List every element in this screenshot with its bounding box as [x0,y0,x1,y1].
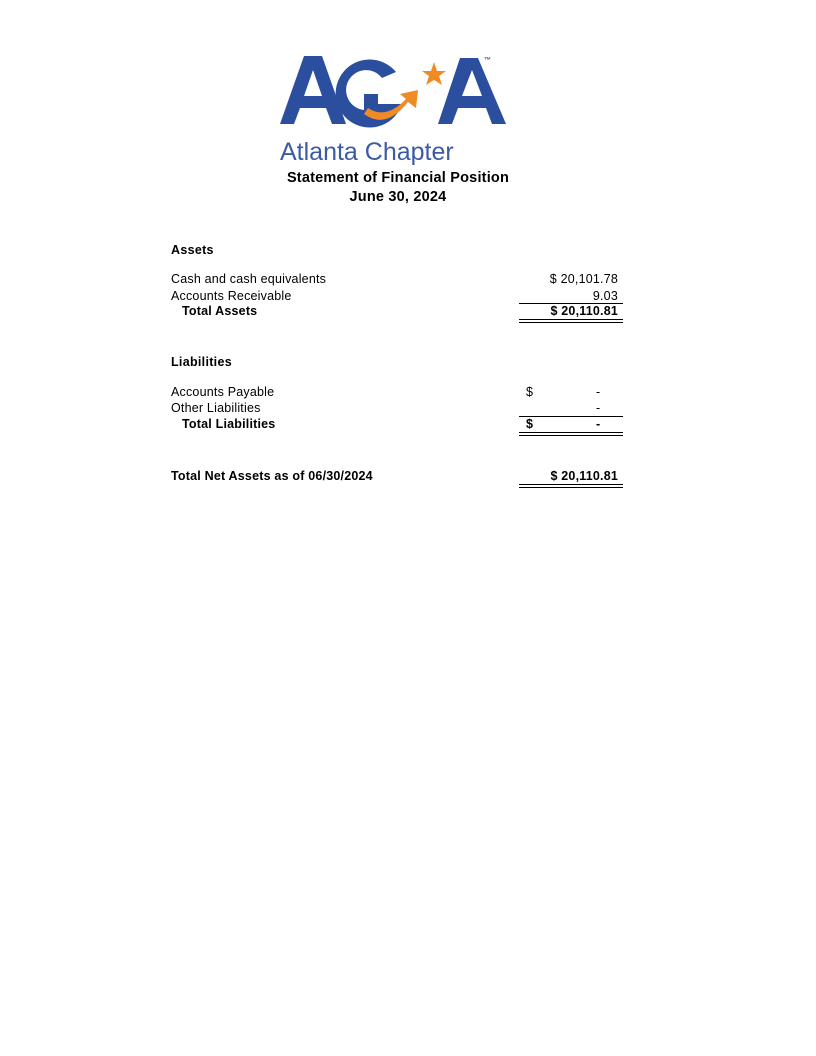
asset-row-receivable [171,288,623,304]
liability-amount: - [596,385,601,399]
liabilities-heading: Liabilities [171,355,232,369]
net-assets-label: Total Net Assets as of 06/30/2024 [171,469,373,483]
currency-symbol: $ [526,417,534,431]
asset-amount: $ 20,101.78 [549,272,618,286]
star-icon [422,62,446,85]
currency-symbol: $ [526,385,534,399]
asset-row-cash [171,271,623,287]
aga-logo-graphic [278,52,510,168]
statement-title: Statement of Financial Position [286,170,510,186]
assets-heading: Assets [171,243,214,257]
total-assets-label: Total Assets [182,304,258,318]
statement-date: June 30, 2024 [349,189,447,205]
liability-row-payable [171,384,623,400]
liability-row-other [171,400,623,416]
aga-atlanta-chapter-logo [278,52,510,168]
double-underline [519,319,623,323]
asset-label: Cash and cash equivalents [171,272,327,286]
liability-label: Accounts Payable [171,385,275,399]
net-assets-row [171,468,623,484]
total-assets-row [171,303,623,319]
total-liabilities-amount: - [596,417,601,431]
net-assets-amount: $ 20,110.81 [550,469,618,483]
double-underline [519,432,623,436]
total-liabilities-label: Total Liabilities [182,417,276,431]
liability-label: Other Liabilities [171,401,261,415]
trademark-mark: ™ [484,57,491,64]
double-underline [519,484,623,488]
liability-amount: - [596,401,601,415]
total-assets-amount: $ 20,110.81 [550,304,618,318]
total-liabilities-row [171,416,623,432]
asset-amount: 9.03 [592,289,618,303]
logo-subtitle: Atlanta Chapter [280,138,454,166]
asset-label: Accounts Receivable [171,289,292,303]
logo-letter-g [336,60,402,128]
